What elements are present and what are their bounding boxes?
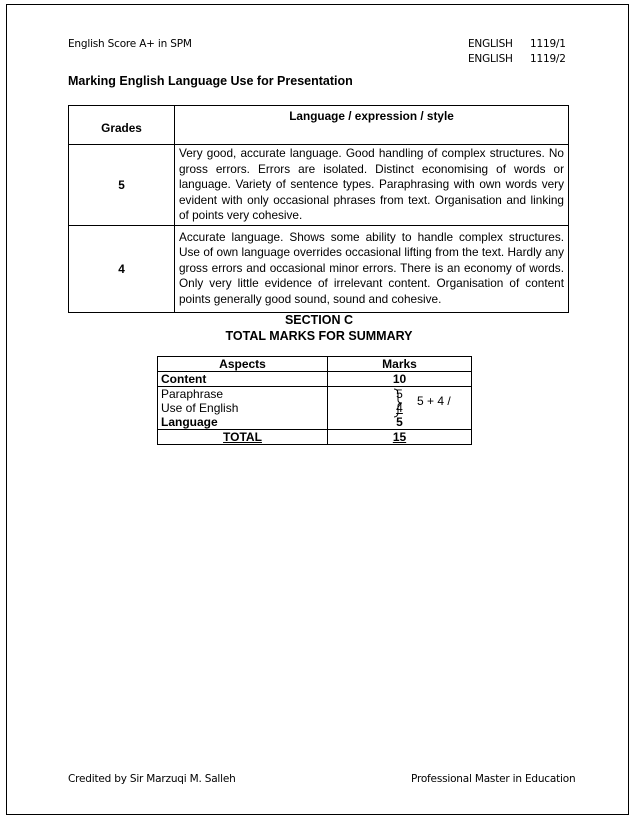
language-mark: 5: [396, 415, 403, 429]
paraphrase-label: Paraphrase: [161, 387, 224, 401]
grades-column-header: Grades: [69, 106, 175, 145]
section-subheading: TOTAL MARKS FOR SUMMARY: [225, 329, 413, 343]
grades-table: [68, 105, 569, 313]
table-row: [158, 430, 472, 445]
description-cell: Accurate language. Shows some ability to handle complex structures. Use of own language overrides occasional lifting from the text. Hardly any gross errors and occasional minor errors. There is an economy of words. Only very little evidence of irrelevant content. Organisation of content points generally good sound, sound and cohesive.: [175, 225, 569, 312]
description-column-header: Language / expression / style: [175, 106, 569, 145]
marks-column-header: Marks: [328, 357, 472, 372]
table-row: [69, 225, 569, 312]
table-row: [69, 145, 569, 226]
content-mark: 10: [328, 372, 472, 387]
total-mark-cell: [328, 430, 472, 445]
grades-table-header: [69, 106, 569, 145]
header-left: English Score A+ in SPM: [68, 38, 192, 50]
document-title: Marking English Language Use for Presentation: [68, 74, 353, 88]
curly-brace: [393, 388, 403, 418]
section-heading: SECTION C: [284, 313, 354, 327]
header-subject-1: ENGLISH: [468, 38, 513, 50]
description-cell: Very good, accurate language. Good handling of complex structures. No gross errors. Errors are isolated. Distinct economising of words or language. Variety of sentence types. Paraphrasing with own words very evident with only occasional phrases from text. Organisation and linking of points very cohesive.: [175, 145, 569, 226]
total-label-cell: [158, 430, 328, 445]
total-label: TOTAL: [223, 430, 262, 444]
language-label: Language: [161, 415, 218, 429]
grade-cell: 5: [69, 145, 175, 226]
footer-left: Credited by Sir Marzuqi M. Salleh: [68, 773, 236, 785]
grade-cell: 4: [69, 225, 175, 312]
table-row: [158, 387, 472, 430]
table-row: [158, 372, 472, 387]
use-of-english-label: Use of English: [161, 401, 239, 415]
use-of-english-mark: 4: [396, 401, 403, 415]
brace-note: 5 + 4 /: [417, 394, 451, 408]
marks-table-header: [158, 357, 472, 372]
footer-right: Professional Master in Education: [411, 773, 576, 785]
total-mark: 15: [392, 430, 407, 444]
aspects-column-header: Aspects: [158, 357, 328, 372]
paraphrase-mark: 5: [396, 387, 403, 401]
content-label: Content: [158, 372, 328, 387]
language-components-cell: [158, 387, 328, 430]
header-subject-2: ENGLISH: [468, 53, 513, 65]
header-code-2: 1119/2: [530, 53, 566, 65]
header-code-1: 1119/1: [530, 38, 566, 50]
